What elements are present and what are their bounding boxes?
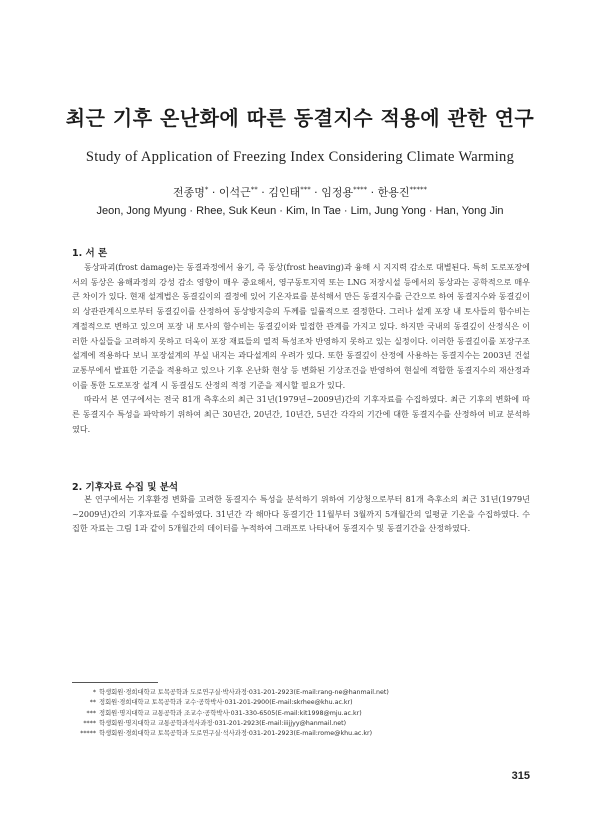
author-mark: *** [300, 185, 311, 194]
footnote-mark: ** [89, 699, 96, 707]
footnote-mark: ***** [80, 730, 96, 738]
author-name: 임정용 [321, 186, 354, 199]
page-number: 315 [511, 770, 530, 782]
paragraph: 본 연구에서는 기후환경 변화를 고려한 동결지수 특성을 분석하기 위하여 기상청으로부터 81개 측후소의 최근 31년(1979년~2009년)간의 기후자료를 수집하였다. 31년간 각 해마다 동결기간 11월부터 3월까지 5개월간의 일평균 기온을 수집하였다. 수집한 자료는 그림 1과 같이 5개월간의 데이터를 누적하여 그래프로 나타내어 동결지수 및 동결기간을 산정하였다. [72, 494, 530, 534]
author-mark: ** [250, 185, 258, 194]
footnote [72, 688, 532, 698]
section-body-climate-data [72, 492, 530, 536]
footnote-mark: **** [83, 719, 96, 727]
footnote-divider [72, 682, 158, 683]
footnote [72, 729, 532, 739]
footnote-text: 학생회원·경희대학교 토목공학과 도로연구실·박사과정·031-201-2923(E-mail:rang-ne@hanmail.net) [99, 689, 389, 696]
section-body-introduction [72, 260, 530, 436]
footnote-mark: *** [86, 709, 96, 717]
footnote-text: 정회원·명지대학교 교통공학과 조교수·공학박사·031-330-6505(E-mail:kit1998@mju.ac.kr) [99, 709, 362, 717]
footnote [72, 719, 532, 729]
author-name: 김인태 [268, 186, 301, 199]
author-name: 이석근 [218, 186, 251, 199]
footnote-mark: * [92, 689, 96, 696]
author-name: 전종명 [173, 186, 205, 199]
author-mark: **** [353, 185, 368, 194]
paper-title-english: Study of Application of Freezing Index Considering Climate Warming [85, 149, 515, 165]
footnote [72, 709, 532, 719]
section-heading-introduction: 1. 서 론 [72, 248, 108, 259]
footnote [72, 698, 532, 708]
paragraph: 동상파괴(frost damage)는 동결과정에서 융기, 즉 동상(frost heaving)과 융해 시 지지력 감소로 대별된다. 특히 도로포장에서의 동상은 융해과정의 강성 감소 영향이 매우 중요해서, 영구동토지역 또는 LNG 저장시설 등에서의 동상과는 공학적으로 매우 큰 차이가 있다. 현재 설계법은 동결깊이의 결정에 있어 기온자료를 분석해서 만든 동결지수를 근간으로 하여 동결지수와 동결깊이의 상관관계식으로부터 동결깊이를 산정하여 동상방지층의 두께를 일률적으로 결정한다. 그러나 설계 포장 내 토사들의 함수비는 계절적으로 변하고 있으며 포장 내 토사의 함수비는 동결깊이와 밀접한 관계를 가지고 있다. 하지만 국내의 동결깊이 산정식은 이러한 사실들을 고려하지 못하고 더욱이 포장 재료들의 열적 특성조차 반영하지 못하고 있는 실정이다. 이러한 동결깊이를 포장구조설계에 적용하다 보니 포장설계의 부실 내지는 과다설계의 우려가 있다. 또한 동결깊이 산정에 사용하는 동결지수는 2003년 건설교통부에서 발표한 기준을 적용하고 있으나 기후 온난화 현상 등 변화된 기상조건을 반영하여 현실에 적합한 동결지수의 재산정과 이를 통한 도로포장 설계 시 동결심도 산정의 적정 기준을 제시할 필요가 있다. [72, 262, 530, 390]
footnote-text: 학생회원·경희대학교 토목공학과 도로연구실·석사과정·031-201-2923(E-mail:rome@khu.ac.kr) [99, 730, 373, 738]
section-heading-climate-data: 2. 기후자료 수집 및 분석 [72, 482, 179, 493]
authors-english: Jeon, Jong Myung · Rhee, Suk Keun · Kim, In Tae · Lim, Jung Yong · Han, Yong Jin [96, 205, 504, 217]
author-mark: ***** [409, 185, 427, 194]
author-name: 한용진 [377, 186, 410, 199]
footnote-text: 정회원·경희대학교 토목공학과 교수·공학박사·031-201-2900(E-mail:skrhee@khu.ac.kr) [99, 699, 353, 707]
footnotes [72, 688, 532, 739]
footnote-text: 학생회원·명지대학교 교통공학과석사과정·031-201-2923(E-mail:iiijjyy@hanmail.net) [99, 719, 347, 727]
paragraph: 따라서 본 연구에서는 전국 81개 측후소의 최근 31년(1979년~2009년)간의 기후자료를 수집하였다. 최근 기후의 변화에 따른 동결지수 특성을 파악하기 위하여 최근 30년간, 20년간, 10년간, 5년간 각각의 기간에 대한 동결지수를 산정하여 비교 분석하였다. [72, 394, 530, 434]
authors-korean: 전종명* · 이석근** · 김인태*** · 임정용**** · 한용진***** [173, 185, 427, 199]
paper-title-korean: 최근 기후 온난화에 따른 동결지수 적용에 관한 연구 [65, 106, 535, 130]
author-mark: * [204, 185, 209, 194]
